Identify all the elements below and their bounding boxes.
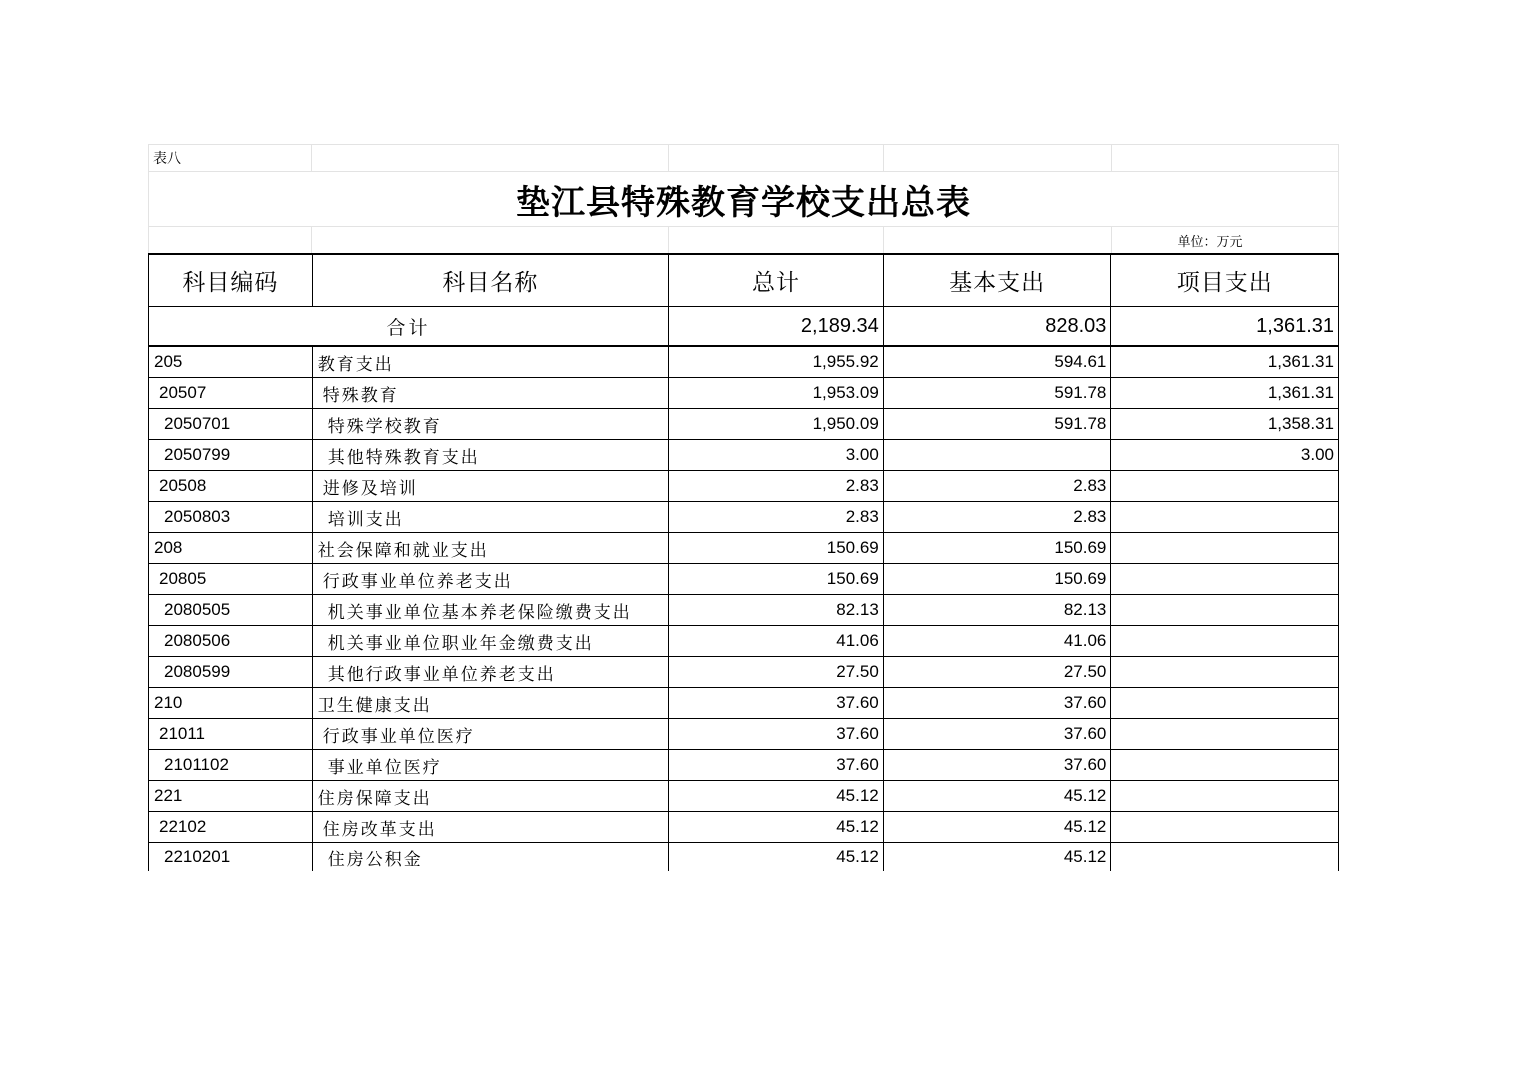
table-header-row xyxy=(149,253,1338,307)
empty-cell xyxy=(312,226,669,253)
table-row xyxy=(149,378,1338,409)
unit-label: 单位：万元 xyxy=(1112,226,1339,253)
row-name: 特殊学校教育 xyxy=(313,409,669,439)
row-name: 行政事业单位医疗 xyxy=(313,719,669,749)
row-code: 20805 xyxy=(149,564,313,594)
summary-project: 1,361.31 xyxy=(1256,314,1334,337)
row-total: 45.12 xyxy=(669,781,884,811)
row-basic: 27.50 xyxy=(884,657,1112,687)
row-total: 45.12 xyxy=(669,812,884,842)
row-project: 1,361.31 xyxy=(1267,383,1334,402)
summary-basic: 828.03 xyxy=(884,307,1112,345)
row-basic: 37.60 xyxy=(884,750,1112,780)
row-basic: 37.60 xyxy=(884,719,1112,749)
row-project xyxy=(1111,750,1338,780)
table-row xyxy=(149,471,1338,502)
table-row xyxy=(149,347,1338,378)
summary-total: 2,189.34 xyxy=(669,307,884,345)
row-name: 教育支出 xyxy=(313,347,669,377)
row-name: 其他特殊教育支出 xyxy=(313,440,669,470)
row-code: 2101102 xyxy=(149,750,313,780)
row-total: 82.13 xyxy=(669,595,884,625)
row-project: 1,361.31 xyxy=(1267,352,1334,371)
table-row xyxy=(149,533,1338,564)
row-total: 1,950.09 xyxy=(669,409,884,439)
row-name: 特殊教育 xyxy=(313,378,669,408)
row-basic: 82.13 xyxy=(884,595,1112,625)
row-total: 37.60 xyxy=(669,688,884,718)
table-row xyxy=(149,595,1338,626)
unit-row xyxy=(148,226,1339,253)
row-code: 2050799 xyxy=(149,440,313,470)
row-project xyxy=(1111,595,1338,625)
row-code: 221 xyxy=(149,781,313,811)
row-code: 20507 xyxy=(149,378,313,408)
row-project xyxy=(1111,657,1338,687)
page-title: 垫江县特殊教育学校支出总表 xyxy=(148,171,1339,226)
row-project xyxy=(1111,812,1338,842)
table-row xyxy=(149,719,1338,750)
row-project xyxy=(1111,626,1338,656)
row-code: 20508 xyxy=(149,471,313,501)
row-total: 1,953.09 xyxy=(669,378,884,408)
row-project xyxy=(1111,502,1338,532)
row-code: 210 xyxy=(149,688,313,718)
row-name: 事业单位医疗 xyxy=(313,750,669,780)
header-project: 项目支出 xyxy=(1176,270,1273,296)
row-name: 培训支出 xyxy=(313,502,669,532)
row-total: 2.83 xyxy=(669,471,884,501)
row-code: 21011 xyxy=(149,719,313,749)
empty-cell xyxy=(669,144,884,171)
row-basic: 150.69 xyxy=(884,564,1112,594)
row-code: 208 xyxy=(149,533,313,563)
row-basic: 594.61 xyxy=(884,347,1112,377)
row-basic: 37.60 xyxy=(884,688,1112,718)
row-basic: 2.83 xyxy=(884,471,1112,501)
row-code: 2080599 xyxy=(149,657,313,687)
expenditure-sheet xyxy=(148,144,1339,871)
summary-row xyxy=(149,307,1338,347)
row-total: 3.00 xyxy=(669,440,884,470)
row-project xyxy=(1111,564,1338,594)
row-code: 2050803 xyxy=(149,502,313,532)
header-basic: 基本支出 xyxy=(884,255,1112,306)
empty-cell xyxy=(148,226,312,253)
table-row xyxy=(149,626,1338,657)
table-row xyxy=(149,440,1338,471)
empty-cell xyxy=(669,226,884,253)
table-row xyxy=(149,657,1338,688)
table-row xyxy=(149,750,1338,781)
row-project: 1,358.31 xyxy=(1267,414,1334,433)
row-basic: 45.12 xyxy=(884,781,1112,811)
summary-label: 合计 xyxy=(149,307,669,345)
row-name: 机关事业单位职业年金缴费支出 xyxy=(313,626,669,656)
row-code: 22102 xyxy=(149,812,313,842)
row-name: 住房改革支出 xyxy=(313,812,669,842)
row-basic: 591.78 xyxy=(884,409,1112,439)
header-name: 科目名称 xyxy=(313,255,669,306)
row-code: 2080506 xyxy=(149,626,313,656)
row-total: 37.60 xyxy=(669,719,884,749)
row-name: 机关事业单位基本养老保险缴费支出 xyxy=(313,595,669,625)
row-project xyxy=(1111,688,1338,718)
row-name: 住房保障支出 xyxy=(313,781,669,811)
row-project xyxy=(1111,843,1338,871)
row-code: 2080505 xyxy=(149,595,313,625)
row-project: 3.00 xyxy=(1300,445,1334,464)
row-basic: 41.06 xyxy=(884,626,1112,656)
empty-cell xyxy=(884,226,1112,253)
row-project xyxy=(1111,533,1338,563)
row-basic: 150.69 xyxy=(884,533,1112,563)
empty-cell xyxy=(312,144,669,171)
table-row xyxy=(149,564,1338,595)
row-code: 205 xyxy=(149,347,313,377)
row-basic: 2.83 xyxy=(884,502,1112,532)
data-rows xyxy=(149,347,1338,871)
row-total: 1,955.92 xyxy=(669,347,884,377)
row-code: 2210201 xyxy=(149,843,313,871)
row-total: 150.69 xyxy=(669,564,884,594)
row-total: 27.50 xyxy=(669,657,884,687)
row-basic: 45.12 xyxy=(884,812,1112,842)
row-project xyxy=(1111,471,1338,501)
row-basic: 45.12 xyxy=(884,843,1112,871)
row-name: 住房公积金 xyxy=(313,843,669,871)
header-total: 总计 xyxy=(669,255,884,306)
empty-cell xyxy=(1112,144,1339,171)
row-total: 45.12 xyxy=(669,843,884,871)
row-basic: 591.78 xyxy=(884,378,1112,408)
row-total: 2.83 xyxy=(669,502,884,532)
row-total: 37.60 xyxy=(669,750,884,780)
row-name: 行政事业单位养老支出 xyxy=(313,564,669,594)
expenditure-table xyxy=(148,253,1339,871)
row-name: 社会保障和就业支出 xyxy=(313,533,669,563)
row-project xyxy=(1111,719,1338,749)
row-name: 卫生健康支出 xyxy=(313,688,669,718)
table-row xyxy=(149,688,1338,719)
table-label: 表八 xyxy=(148,144,312,171)
row-basic xyxy=(884,440,1112,470)
row-code: 2050701 xyxy=(149,409,313,439)
row-name: 其他行政事业单位养老支出 xyxy=(313,657,669,687)
empty-cell xyxy=(884,144,1112,171)
row-name: 进修及培训 xyxy=(313,471,669,501)
table-row xyxy=(149,409,1338,440)
row-total: 41.06 xyxy=(669,626,884,656)
table-row xyxy=(149,502,1338,533)
table-row xyxy=(149,843,1338,871)
row-total: 150.69 xyxy=(669,533,884,563)
label-row xyxy=(148,144,1339,171)
table-row xyxy=(149,781,1338,812)
table-row xyxy=(149,812,1338,843)
header-code: 科目编码 xyxy=(149,255,313,306)
row-project xyxy=(1111,781,1338,811)
